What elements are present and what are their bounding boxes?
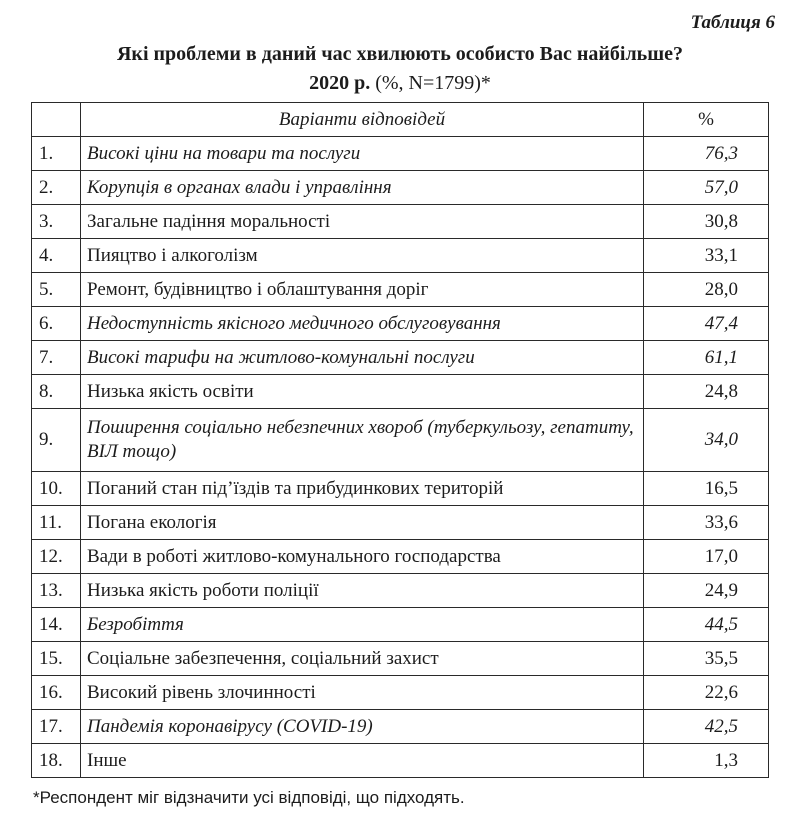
row-value-cell: 30,8 (644, 205, 769, 239)
row-value-cell: 33,1 (644, 239, 769, 273)
table-row (32, 205, 769, 239)
row-number-cell: 2. (32, 171, 81, 205)
table-row (32, 608, 769, 642)
row-value-cell: 28,0 (644, 273, 769, 307)
row-label-cell: Ремонт, будівництво і облаштування доріг (81, 273, 644, 307)
row-value-cell: 44,5 (644, 608, 769, 642)
table-row (32, 409, 769, 472)
row-label-cell: Недоступність якісного медичного обслуговування (81, 307, 644, 341)
row-number-cell: 18. (32, 744, 81, 778)
table-subtitle (0, 69, 800, 98)
row-label-cell: Пандемія коронавірусу (COVID-19) (81, 710, 644, 744)
row-label-cell: Інше (81, 744, 644, 778)
table-title: Які проблеми в даний час хвилюють особисто Вас найбільше? (116, 43, 684, 65)
row-label-cell: Пияцтво і алкоголізм (81, 239, 644, 273)
survey-results-table (31, 102, 769, 778)
table-row (32, 171, 769, 205)
table-row (32, 137, 769, 171)
row-value-cell: 76,3 (644, 137, 769, 171)
row-value-cell: 42,5 (644, 710, 769, 744)
table-row (32, 574, 769, 608)
row-number-cell: 13. (32, 574, 81, 608)
row-label-cell: Поганий стан під’їздів та прибудинкових територій (81, 472, 644, 506)
table-row (32, 341, 769, 375)
table-row (32, 540, 769, 574)
table-row (32, 710, 769, 744)
row-number-cell: 17. (32, 710, 81, 744)
row-label-cell: Високі тарифи на житлово-комунальні послуги (81, 341, 644, 375)
row-number-cell: 16. (32, 676, 81, 710)
row-number-cell: 1. (32, 137, 81, 171)
row-number-cell: 11. (32, 506, 81, 540)
table-row (32, 472, 769, 506)
row-value-cell: 33,6 (644, 506, 769, 540)
row-value-cell: 61,1 (644, 341, 769, 375)
table-row (32, 642, 769, 676)
table-row (32, 506, 769, 540)
row-value-cell: 34,0 (644, 409, 769, 472)
row-number-cell: 4. (32, 239, 81, 273)
table-header-row (32, 103, 769, 137)
footnote: *Респондент міг відзначити усі відповіді, що підходять. (33, 788, 465, 807)
row-value-cell: 47,4 (644, 307, 769, 341)
row-label-cell: Вади в роботі житлово-комунального господарства (81, 540, 644, 574)
row-number-cell: 5. (32, 273, 81, 307)
row-value-cell: 16,5 (644, 472, 769, 506)
row-value-cell: 17,0 (644, 540, 769, 574)
header-percent-cell: % (644, 103, 769, 137)
header-number-cell (32, 103, 81, 137)
row-number-cell: 7. (32, 341, 81, 375)
table-row (32, 239, 769, 273)
table-row (32, 744, 769, 778)
table-row (32, 676, 769, 710)
row-number-cell: 8. (32, 375, 81, 409)
row-label-cell: Поширення соціально небезпечних хвороб (туберкульозу, гепатиту, ВІЛ тощо) (81, 409, 644, 472)
row-number-cell: 3. (32, 205, 81, 239)
row-number-cell: 15. (32, 642, 81, 676)
row-number-cell: 10. (32, 472, 81, 506)
table-row (32, 307, 769, 341)
row-number-cell: 14. (32, 608, 81, 642)
row-number-cell: 9. (32, 409, 81, 472)
table-row (32, 375, 769, 409)
row-label-cell: Загальне падіння моральності (81, 205, 644, 239)
row-value-cell: 1,3 (644, 744, 769, 778)
row-number-cell: 6. (32, 307, 81, 341)
row-label-cell: Соціальне забезпечення, соціальний захист (81, 642, 644, 676)
row-label-cell: Високі ціни на товари та послуги (81, 137, 644, 171)
row-label-cell: Низька якість освіти (81, 375, 644, 409)
row-value-cell: 22,6 (644, 676, 769, 710)
row-label-cell: Погана екологія (81, 506, 644, 540)
row-value-cell: 24,9 (644, 574, 769, 608)
table-number-label: Таблиця 6 (690, 12, 775, 33)
row-label-cell: Високий рівень злочинності (81, 676, 644, 710)
table-row (32, 273, 769, 307)
header-options-cell: Варіанти відповідей (81, 103, 644, 137)
row-value-cell: 57,0 (644, 171, 769, 205)
row-value-cell: 35,5 (644, 642, 769, 676)
subtitle-year: 2020 р. (309, 72, 371, 94)
subtitle-details: (%, N=1799)* (370, 72, 491, 94)
row-value-cell: 24,8 (644, 375, 769, 409)
row-label-cell: Безробіття (81, 608, 644, 642)
row-label-cell: Корупція в органах влади і управління (81, 171, 644, 205)
row-number-cell: 12. (32, 540, 81, 574)
row-label-cell: Низька якість роботи поліції (81, 574, 644, 608)
